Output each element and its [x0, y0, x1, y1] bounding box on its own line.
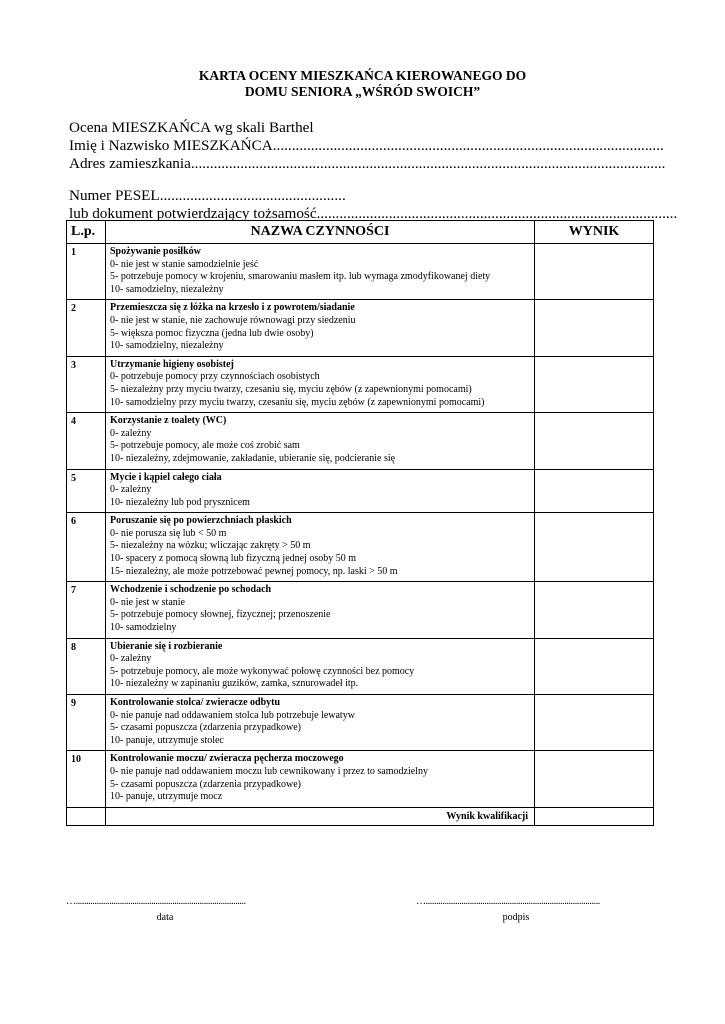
document-title — [0, 68, 725, 100]
scoring-option: 15- niezależny, ale może potrzebować pewnej pomocy, np. laski > 50 m — [110, 565, 398, 577]
row-number: 3 — [67, 356, 106, 412]
scoring-option: 0- nie panuje nad oddawaniem moczu lub cewnikowany i przez to samodzielny — [110, 765, 428, 777]
activity-title: Przemieszcza się z łóżka na krzesło i z powrotem/siadanie — [110, 302, 355, 314]
scoring-option: 5- potrzebuje pomocy słownej, fizycznej; przenoszenie — [110, 609, 331, 621]
row-number: 2 — [67, 300, 106, 356]
result-cell[interactable] — [535, 582, 654, 638]
scoring-option: 0- zależny — [110, 653, 152, 665]
table-row — [67, 469, 654, 513]
summary-label: Wynik kwalifikacji — [106, 807, 535, 825]
activity-title: Poruszanie się po powierzchniach płaskich — [110, 515, 292, 527]
scoring-option: 10- samodzielny, niezależny — [110, 340, 224, 352]
scoring-option: 5- potrzebuje pomocy, ale może wykonywać połowę czynności bez pomocy — [110, 665, 415, 677]
activity-title: Wchodzenie i schodzenie po schodach — [110, 584, 272, 596]
result-cell[interactable] — [535, 513, 654, 582]
row-number: 5 — [67, 469, 106, 513]
scoring-option: 5- potrzebuje pomocy w krojeniu, smarowaniu masłem itp. lub wymaga zmodyfikowanej diety — [110, 271, 491, 283]
scoring-option: 10- niezależny w zapinaniu guzików, zamka, sznurowadeł itp. — [110, 678, 359, 690]
scoring-option: 0- potrzebuje pomocy przy czynnościach osobistych — [110, 371, 320, 383]
activity-cell — [106, 469, 535, 513]
activity-cell — [106, 356, 535, 412]
table-row — [67, 244, 654, 300]
result-cell[interactable] — [535, 695, 654, 751]
activity-title: Spożywanie posiłków — [110, 246, 201, 257]
row-number: 8 — [67, 638, 106, 694]
header-result: WYNIK — [535, 221, 654, 244]
table-row — [67, 638, 654, 694]
table-header-row — [67, 221, 654, 244]
scoring-option: 10- niezależny, zdejmowanie, zakładanie, ubieranie się, podcieranie się — [110, 452, 396, 464]
scoring-option: 5- potrzebuje pomocy, ale może coś zrobić sam — [110, 440, 300, 452]
scoring-option: 0- nie jest w stanie — [110, 596, 185, 608]
activity-cell — [106, 413, 535, 469]
address-field[interactable]: Adres zamieszkania............................................................................................................................. — [69, 155, 666, 172]
scoring-option: 10- samodzielny, niezależny — [110, 283, 224, 295]
summary-result-cell[interactable] — [535, 807, 654, 825]
row-number: 9 — [67, 695, 106, 751]
activity-title: Ubieranie się i rozbieranie — [110, 640, 223, 652]
summary-row — [67, 807, 654, 825]
result-cell[interactable] — [535, 413, 654, 469]
table-body — [67, 244, 654, 808]
result-cell[interactable] — [535, 244, 654, 300]
scoring-option: 10- panuje, utrzymuje mocz — [110, 791, 223, 803]
date-line[interactable]: …................................................................................. — [66, 896, 246, 907]
header-lp: L.p. — [67, 221, 106, 244]
table-row — [67, 300, 654, 356]
activity-cell — [106, 638, 535, 694]
result-cell[interactable] — [535, 751, 654, 807]
scoring-option: 5- niezależny na wózku; wliczając zakręty > 50 m — [110, 540, 311, 552]
scoring-option: 10- panuje, utrzymuje stolec — [110, 734, 224, 746]
scoring-option: 0- nie jest w stanie, nie zachowuje równowagi przy siedzeniu — [110, 314, 356, 326]
table-row — [67, 695, 654, 751]
row-number: 10 — [67, 751, 106, 807]
signature-line[interactable]: …................................................................................... — [416, 896, 600, 907]
row-number: 4 — [67, 413, 106, 469]
row-number: 1 — [67, 244, 106, 300]
row-number: 7 — [67, 582, 106, 638]
activity-cell — [106, 244, 535, 300]
row-number: 6 — [67, 513, 106, 582]
scoring-option: 10- niezależny lub pod prysznicem — [110, 496, 250, 508]
result-cell[interactable] — [535, 300, 654, 356]
scale-label: Ocena MIESZKAŃCA wg skali Barthel — [69, 119, 314, 136]
title-line-2: DOMU SENIORA „WŚRÓD SWOICH” — [244, 84, 481, 99]
date-label: data — [156, 912, 174, 923]
scoring-option: 0- nie jest w stanie samodzielnie jeść — [110, 258, 259, 270]
scoring-option: 5- większa pomoc fizyczna (jedna lub dwie osoby) — [110, 327, 314, 339]
signature-label: podpis — [502, 912, 530, 923]
table-row — [67, 413, 654, 469]
activity-title: Mycie i kąpiel całego ciała — [110, 471, 222, 483]
activity-cell — [106, 695, 535, 751]
summary-empty-cell — [67, 807, 106, 825]
title-line-1: KARTA OCENY MIESZKAŃCA KIEROWANEGO DO — [198, 68, 527, 83]
activity-title: Kontrolowanie moczu/ zwieracza pęcherza moczowego — [110, 753, 344, 765]
table-row — [67, 356, 654, 412]
scoring-option: 10- samodzielny przy myciu twarzy, czesaniu się, myciu zębów (z zapewnionymi pomocami) — [110, 396, 485, 408]
scoring-option: 0- nie panuje nad oddawaniem stolca lub potrzebuje lewatyw — [110, 709, 355, 721]
barthel-table — [66, 220, 654, 826]
table-row — [67, 582, 654, 638]
scoring-option: 0- zależny — [110, 484, 152, 496]
activity-cell — [106, 751, 535, 807]
activity-title: Utrzymanie higieny osobistej — [110, 358, 234, 370]
scoring-option: 0- nie porusza się lub < 50 m — [110, 527, 227, 539]
result-cell[interactable] — [535, 638, 654, 694]
scoring-option: 0- zależny — [110, 427, 152, 439]
result-cell[interactable] — [535, 356, 654, 412]
scoring-option: 5- czasami popuszcza (zdarzenia przypadkowe) — [110, 778, 302, 790]
table-row — [67, 751, 654, 807]
scoring-option: 5- czasami popuszcza (zdarzenia przypadkowe) — [110, 722, 302, 734]
scoring-option: 10- samodzielny — [110, 622, 177, 634]
result-cell[interactable] — [535, 469, 654, 513]
table-row — [67, 513, 654, 582]
pesel-field[interactable]: Numer PESEL................................................. — [69, 187, 346, 204]
activity-cell — [106, 582, 535, 638]
activity-title: Kontrolowanie stolca/ zwieracze odbytu — [110, 697, 281, 708]
name-field[interactable]: Imię i Nazwisko MIESZKAŃCA....................................................................................................... — [69, 137, 664, 154]
activity-cell — [106, 513, 535, 582]
header-activity: NAZWA CZYNNOŚCI — [106, 221, 535, 244]
id-document-field[interactable]: lub dokument potwierdzający tożsamość............................................................................................... — [69, 205, 678, 222]
scoring-option: 10- spacery z pomocą słowną lub fizyczną jednej osoby 50 m — [110, 553, 357, 565]
scoring-option: 5- niezależny przy myciu twarzy, czesaniu się, myciu zębów (z zapewnionymi pomocami) — [110, 383, 472, 395]
activity-title: Korzystanie z toalety (WC) — [110, 415, 227, 427]
activity-cell — [106, 300, 535, 356]
